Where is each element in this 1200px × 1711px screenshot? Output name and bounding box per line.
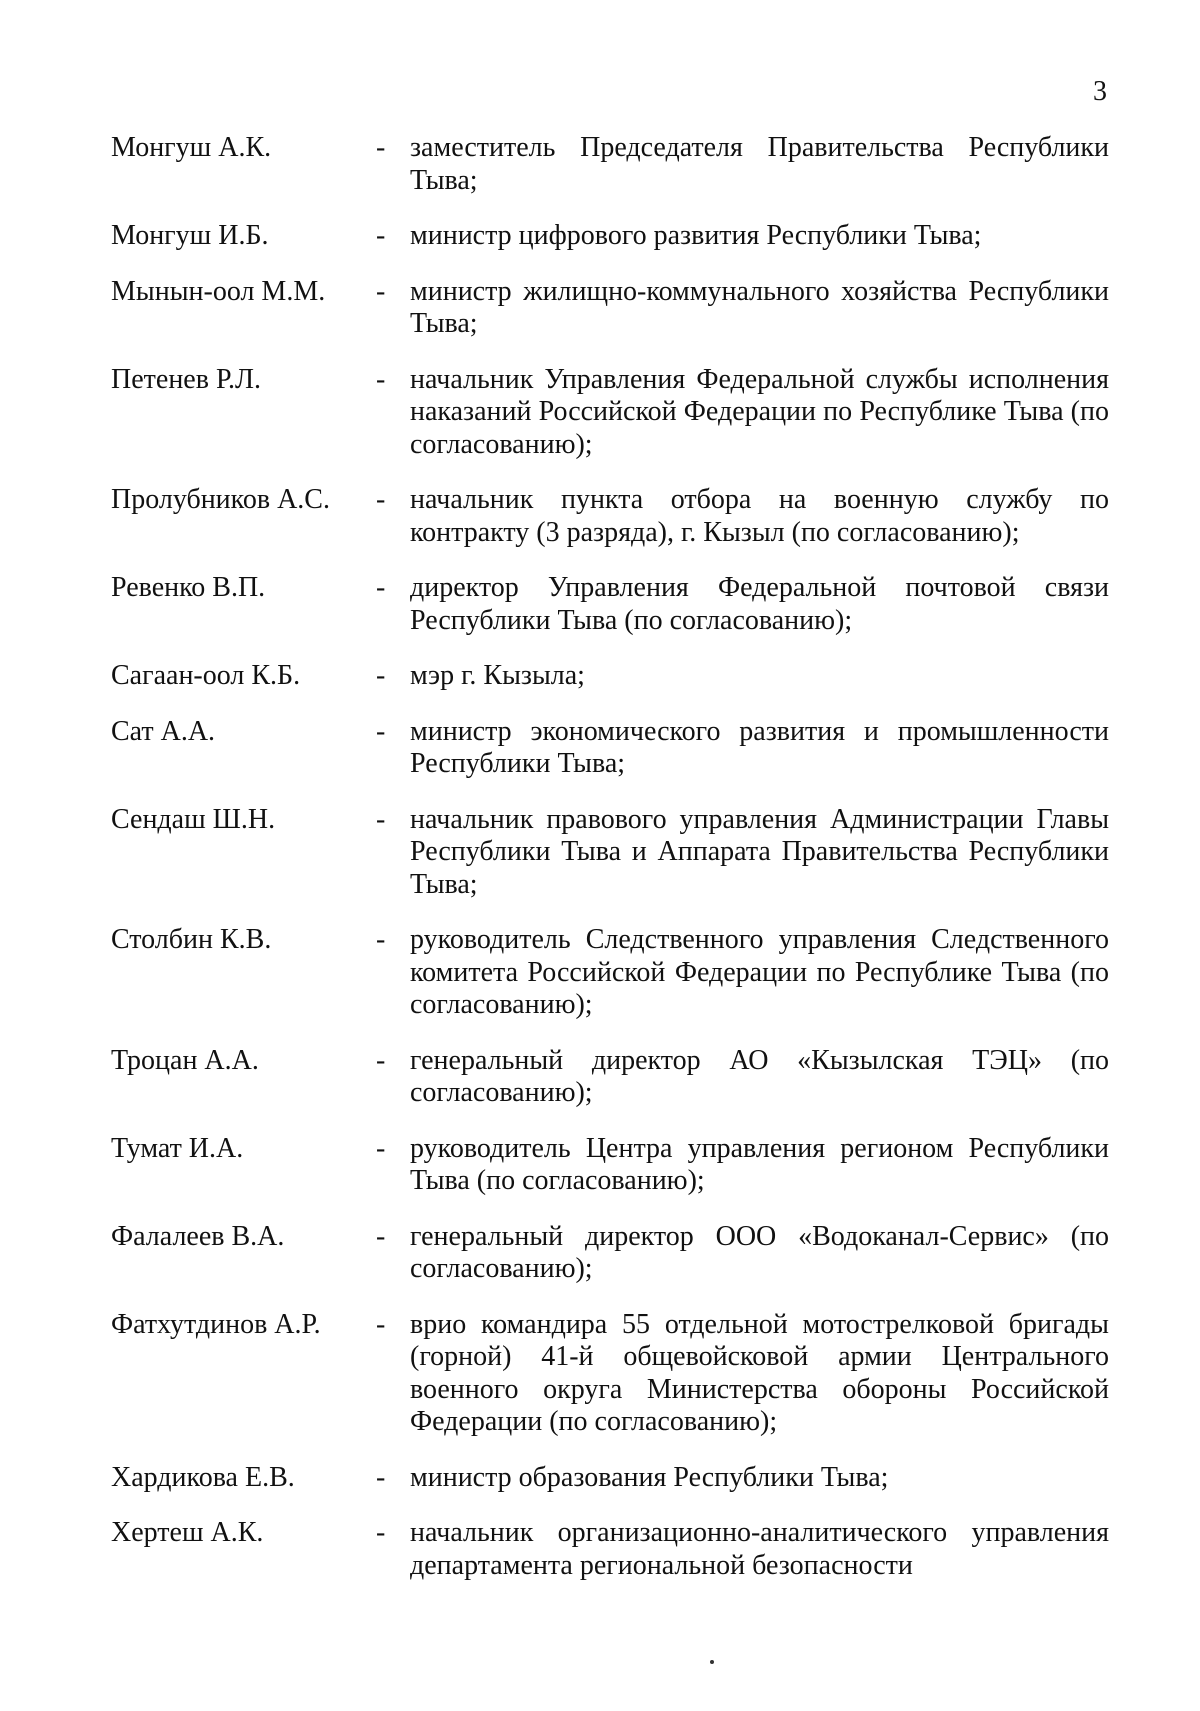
separator-dash: - xyxy=(376,1517,386,1548)
list-item xyxy=(111,1517,1109,1582)
member-name: Монгуш А.К. xyxy=(111,132,272,163)
member-name: Фатхутдинов А.Р. xyxy=(111,1308,321,1340)
member-position: генеральный директор АО «Кызылская ТЭЦ» (по согласованию); xyxy=(410,1044,1109,1108)
member-list xyxy=(111,132,1109,1582)
member-position: начальник правового управления Администрации Главы Республики Тыва и Аппарата Правительства Республики Тыва; xyxy=(410,803,1109,900)
separator-dash: - xyxy=(376,715,386,747)
list-item xyxy=(111,364,1109,462)
separator-dash: - xyxy=(376,484,386,515)
separator-dash: - xyxy=(376,572,386,603)
member-position: министр цифрового развития Республики Тыва; xyxy=(410,220,982,251)
separator-dash: - xyxy=(376,924,386,955)
member-position: заместитель Председателя Правительства Республики Тыва; xyxy=(410,132,1109,196)
separator-dash: - xyxy=(376,1461,386,1493)
separator-dash: - xyxy=(376,1220,386,1252)
list-item xyxy=(111,1221,1109,1286)
member-name: Пролубников А.С. xyxy=(111,484,330,515)
member-name: Столбин К.В. xyxy=(111,924,272,955)
list-item xyxy=(111,1462,1109,1495)
member-name: Хардикова Е.В. xyxy=(111,1461,295,1493)
member-position: начальник пункта отбора на военную службу по контракту (3 разряда), г. Кызыл (по согласованию); xyxy=(410,484,1109,548)
member-name: Фалалеев В.А. xyxy=(111,1220,285,1252)
list-item xyxy=(111,132,1109,197)
page-number: 3 xyxy=(1093,76,1107,107)
member-name: Хертеш А.К. xyxy=(111,1517,264,1548)
list-item xyxy=(111,276,1109,341)
member-name: Петенев Р.Л. xyxy=(111,363,262,395)
list-item xyxy=(111,1309,1109,1439)
list-item xyxy=(111,484,1109,549)
separator-dash: - xyxy=(376,275,386,307)
separator-dash: - xyxy=(376,220,386,251)
list-item xyxy=(111,1133,1109,1198)
list-item xyxy=(111,716,1109,781)
member-position: руководитель Следственного управления Следственного комитета Российской Федерации по Республике Тыва (по согласованию); xyxy=(410,924,1109,1020)
member-position: мэр г. Кызыла; xyxy=(410,660,585,691)
scan-speck xyxy=(710,1660,714,1664)
separator-dash: - xyxy=(376,1044,386,1076)
list-item xyxy=(111,804,1109,902)
member-name: Сагаан-оол К.Б. xyxy=(111,660,301,691)
member-position: генеральный директор ООО «Водоканал-Сервис» (по согласованию); xyxy=(410,1220,1109,1284)
member-position: директор Управления Федеральной почтовой связи Республики Тыва (по согласованию); xyxy=(410,572,1109,636)
list-item xyxy=(111,1045,1109,1110)
member-name: Троцан А.А. xyxy=(111,1044,259,1076)
member-name: Монгуш И.Б. xyxy=(111,220,269,251)
separator-dash: - xyxy=(376,1132,386,1164)
member-name: Мынын-оол М.М. xyxy=(111,275,326,307)
member-position: начальник организационно-аналитического управления департамента региональной безопасности xyxy=(410,1517,1109,1581)
member-position: руководитель Центра управления регионом Республики Тыва (по согласованию); xyxy=(410,1132,1109,1196)
member-name: Ревенко В.П. xyxy=(111,572,266,603)
member-position: начальник Управления Федеральной службы исполнения наказаний Российской Федерации по Республике Тыва (по согласованию); xyxy=(410,363,1109,460)
member-position: министр жилищно-коммунального хозяйства Республики Тыва; xyxy=(410,275,1109,339)
separator-dash: - xyxy=(376,363,386,395)
member-name: Сендаш Ш.Н. xyxy=(111,803,276,835)
list-item xyxy=(111,572,1109,637)
separator-dash: - xyxy=(376,132,386,163)
list-item xyxy=(111,660,1109,693)
member-name: Тумат И.А. xyxy=(111,1132,244,1164)
member-position: министр экономического развития и промышленности Республики Тыва; xyxy=(410,715,1109,779)
member-position: врио командира 55 отдельной мотострелковой бригады (горной) 41-й общевойсковой армии Центрального военного округа Министерства обороны Российской Федерации (по согласованию); xyxy=(410,1308,1109,1437)
member-name: Сат А.А. xyxy=(111,715,216,747)
list-item xyxy=(111,220,1109,253)
list-item xyxy=(111,924,1109,1022)
member-position: министр образования Республики Тыва; xyxy=(410,1461,889,1493)
separator-dash: - xyxy=(376,803,386,835)
separator-dash: - xyxy=(376,1308,386,1340)
separator-dash: - xyxy=(376,660,386,691)
